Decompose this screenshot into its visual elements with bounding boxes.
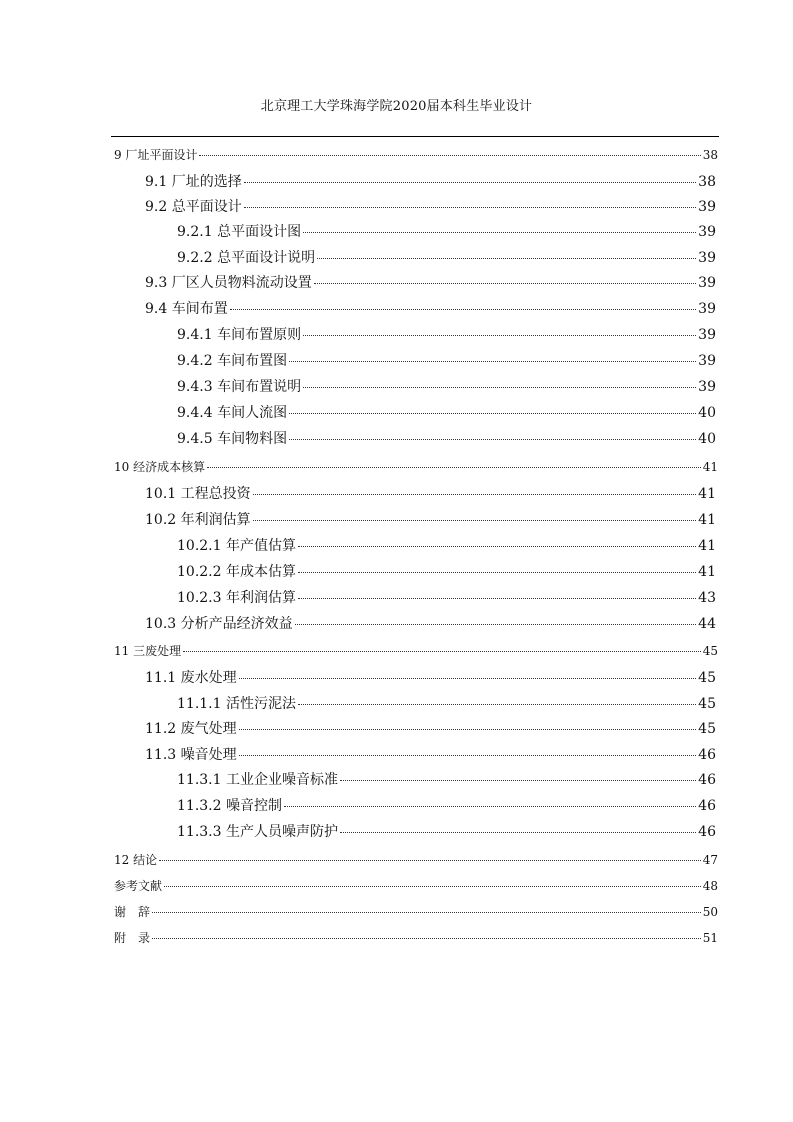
toc-entry[interactable] <box>177 324 716 344</box>
toc-dot-leader <box>199 155 700 156</box>
toc-entry-page: 43 <box>698 590 716 606</box>
toc-entry-page: 45 <box>698 670 716 686</box>
toc-entry[interactable] <box>145 196 716 216</box>
toc-entry-page: 46 <box>698 798 716 814</box>
toc-entry-title: 9.4.3 车间布置说明 <box>177 379 302 395</box>
toc-entry-title: 11.3.1 工业企业噪音标准 <box>177 772 338 788</box>
toc-entry-title: 10.1 工程总投资 <box>145 486 251 502</box>
toc-dot-leader <box>298 572 696 573</box>
toc-entry[interactable] <box>177 535 716 555</box>
toc-entry-title: 10 经济成本核算 <box>114 460 206 474</box>
toc-dot-leader <box>239 729 697 730</box>
toc-entry-page: 39 <box>698 250 716 266</box>
toc-entry-title: 10.2.2 年成本估算 <box>177 564 296 580</box>
toc-entry-title: 10.2.1 年产值估算 <box>177 538 296 554</box>
toc-entry-page: 40 <box>698 431 716 447</box>
toc-entry-page: 45 <box>698 721 716 737</box>
toc-dot-leader <box>289 361 696 362</box>
toc-entry-title: 10.3 分析产品经济效益 <box>145 616 293 632</box>
toc-entry[interactable] <box>114 929 718 946</box>
toc-entry-page: 38 <box>702 148 718 162</box>
toc-entry-page: 46 <box>698 772 716 788</box>
toc-entry-title: 9.4.2 车间布置图 <box>177 353 288 369</box>
toc-entry[interactable] <box>177 350 716 370</box>
toc-entry[interactable] <box>177 561 716 581</box>
toc-entry-page: 41 <box>698 538 716 554</box>
toc-entry-title: 10.2 年利润估算 <box>145 512 251 528</box>
toc-entry[interactable] <box>177 821 716 841</box>
toc-dot-leader <box>298 546 696 547</box>
toc-entry[interactable] <box>145 483 716 503</box>
toc-entry-title: 9.2 总平面设计 <box>145 199 242 215</box>
toc-entry-title: 参考文献 <box>114 879 163 893</box>
toc-dot-leader <box>314 283 696 284</box>
toc-dot-leader <box>340 832 696 833</box>
toc-entry[interactable] <box>114 903 718 920</box>
toc-entry-page: 50 <box>702 905 718 919</box>
toc-entry[interactable] <box>114 146 718 163</box>
toc-dot-leader <box>152 912 701 913</box>
toc-entry-page: 39 <box>698 353 716 369</box>
toc-entry-title: 11.2 废气处理 <box>145 721 237 737</box>
toc-entry-title: 10.2.3 年利润估算 <box>177 590 296 606</box>
toc-dot-leader <box>289 439 696 440</box>
toc-entry-title: 谢 辞 <box>114 905 151 919</box>
toc-entry-page: 44 <box>698 616 716 632</box>
toc-entry[interactable] <box>177 402 716 422</box>
toc-entry-page: 45 <box>698 696 716 712</box>
toc-entry[interactable] <box>177 693 716 713</box>
toc-entry-page: 45 <box>702 644 718 658</box>
toc-entry-title: 附 录 <box>114 931 151 945</box>
toc-dot-leader <box>183 651 701 652</box>
toc-entry-page: 39 <box>698 199 716 215</box>
toc-entry[interactable] <box>145 298 716 318</box>
toc-entry[interactable] <box>114 458 718 475</box>
toc-entry-page: 51 <box>702 931 718 945</box>
toc-dot-leader <box>239 678 697 679</box>
toc-entry-title: 9.4.4 车间人流图 <box>177 405 288 421</box>
toc-dot-leader <box>244 182 696 183</box>
toc-entry[interactable] <box>145 509 716 529</box>
toc-entry-title: 9.2.1 总平面设计图 <box>177 224 302 240</box>
toc-entry-title: 11.3.3 生产人员噪声防护 <box>177 824 338 840</box>
toc-dot-leader <box>239 755 697 756</box>
toc-entry-page: 48 <box>702 879 718 893</box>
toc-entry-page: 39 <box>698 275 716 291</box>
toc-entry-page: 38 <box>698 174 716 190</box>
toc-entry-title: 9.4.5 车间物料图 <box>177 431 288 447</box>
toc-entry-page: 46 <box>698 824 716 840</box>
toc-entry-title: 11.3 噪音处理 <box>145 747 237 763</box>
toc-dot-leader <box>340 780 696 781</box>
toc-entry-title: 9.1 厂址的选择 <box>145 174 242 190</box>
toc-entry-page: 40 <box>698 405 716 421</box>
toc-entry-page: 41 <box>698 564 716 580</box>
toc-entry[interactable] <box>145 718 716 738</box>
toc-entry-page: 47 <box>702 853 718 867</box>
toc-entry[interactable] <box>177 221 716 241</box>
toc-entry-page: 39 <box>698 301 716 317</box>
toc-entry-page: 41 <box>698 486 716 502</box>
toc-dot-leader <box>303 387 696 388</box>
toc-entry[interactable] <box>177 247 716 267</box>
toc-entry[interactable] <box>114 851 718 868</box>
toc-entry[interactable] <box>177 795 716 815</box>
toc-entry[interactable] <box>177 587 716 607</box>
toc-entry-page: 41 <box>698 512 716 528</box>
toc-entry[interactable] <box>145 171 716 191</box>
toc-dot-leader <box>303 335 696 336</box>
toc-dot-leader <box>253 494 697 495</box>
toc-entry-title: 9.3 厂区人员物料流动设置 <box>145 275 312 291</box>
toc-entry-page: 41 <box>702 460 718 474</box>
toc-entry-title: 9.2.2 总平面设计说明 <box>177 250 316 266</box>
toc-entry-title: 9.4.1 车间布置原则 <box>177 327 302 343</box>
toc-entry[interactable] <box>145 667 716 687</box>
toc-dot-leader <box>164 886 701 887</box>
toc-entry-page: 39 <box>698 224 716 240</box>
toc-entry-title: 11.1.1 活性污泥法 <box>177 696 296 712</box>
toc-dot-leader <box>244 207 696 208</box>
toc-dot-leader <box>298 704 696 705</box>
toc-entry[interactable] <box>177 769 716 789</box>
toc-entry[interactable] <box>177 428 716 448</box>
toc-dot-leader <box>298 598 696 599</box>
toc-dot-leader <box>295 624 697 625</box>
toc-dot-leader <box>207 467 701 468</box>
toc-entry-title: 9 厂址平面设计 <box>114 148 198 162</box>
toc-entry[interactable] <box>177 376 716 396</box>
toc-entry-page: 39 <box>698 327 716 343</box>
toc-dot-leader <box>317 258 696 259</box>
toc-entry-page: 39 <box>698 379 716 395</box>
toc-entry-title: 11.3.2 噪音控制 <box>177 798 282 814</box>
toc-entry-title: 12 结论 <box>114 853 158 867</box>
toc-entry[interactable] <box>114 642 718 659</box>
toc-entry[interactable] <box>114 877 718 894</box>
toc-dot-leader <box>152 938 701 939</box>
toc-entry[interactable] <box>145 272 716 292</box>
toc-entry[interactable] <box>145 613 716 633</box>
toc-entry-page: 46 <box>698 747 716 763</box>
toc-entry[interactable] <box>145 744 716 764</box>
toc-dot-leader <box>159 860 701 861</box>
toc-entry-title: 11.1 废水处理 <box>145 670 237 686</box>
toc-dot-leader <box>303 232 696 233</box>
toc-dot-leader <box>230 309 696 310</box>
page-header: 北京理工大学珠海学院2020届本科生毕业设计 <box>260 99 533 114</box>
toc-dot-leader <box>284 806 696 807</box>
toc-entry-title: 9.4 车间布置 <box>145 301 228 317</box>
toc-dot-leader <box>289 413 696 414</box>
toc-dot-leader <box>253 520 697 521</box>
toc-entry-title: 11 三废处理 <box>114 644 182 658</box>
